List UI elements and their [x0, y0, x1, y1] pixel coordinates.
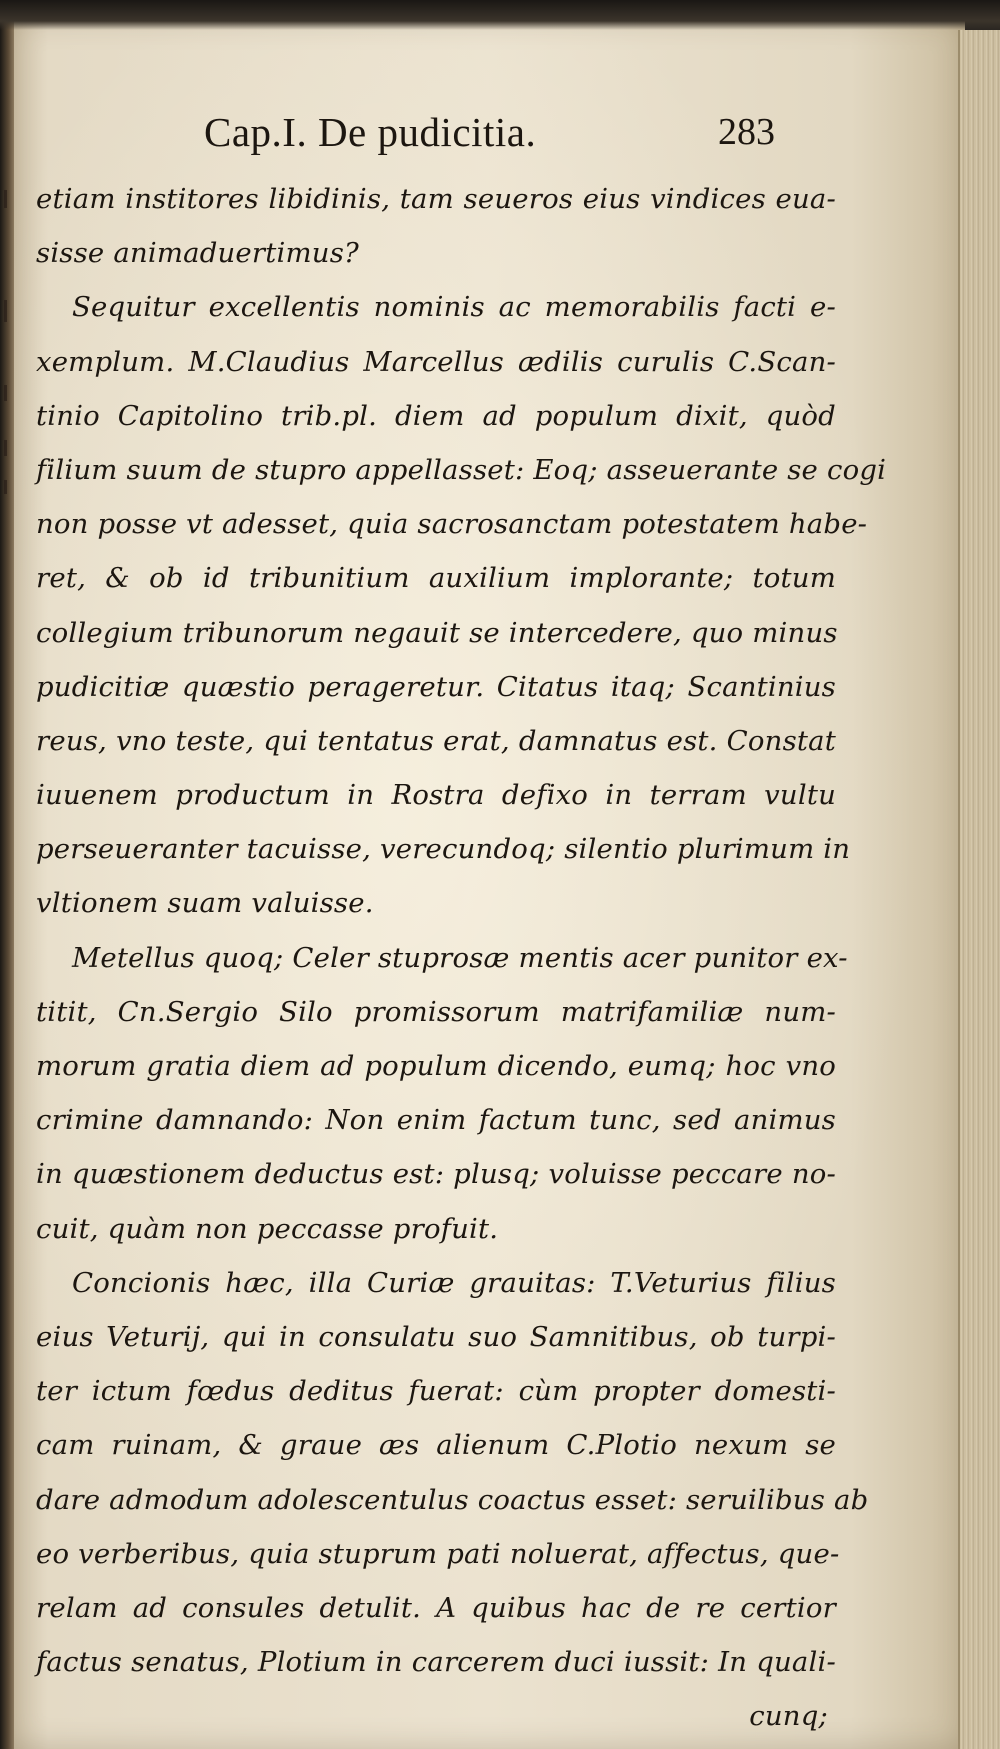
text-line: pudicitiæ quæstio perageretur. Citatus itaq; Scantinius: [36, 670, 836, 703]
text-line: relam ad consules detulit. A quibus hac de re certior: [36, 1591, 836, 1624]
text-line: cunq;: [749, 1700, 828, 1733]
text-line: ret, & ob id tribunitium auxilium implorante; totum: [36, 562, 836, 595]
text-line: non posse vt adesset, quia sacrosanctam potestatem habe-: [36, 508, 868, 541]
text-line: ter ictum fœdus deditus fuerat: cùm propter domesti-: [36, 1375, 836, 1408]
text-line: dare admodum adolescentulus coactus esset: seruilibus ab: [36, 1483, 869, 1516]
text-line: filium suum de stupro appellasset: Eoq; asseuerante se cogi: [36, 453, 887, 486]
text-line: in quæstionem deductus est: plusq; voluisse peccare no-: [36, 1158, 836, 1191]
text-line: collegium tribunorum negauit se intercedere, quo minus: [36, 616, 838, 649]
body-text: [36, 172, 887, 1743]
text-line: reus, vno teste, qui tentatus erat, damnatus est. Constat: [36, 724, 836, 757]
page-edges: [958, 30, 1000, 1749]
text-line: factus senatus, Plotium in carcerem duci iussit: In quali-: [36, 1646, 836, 1679]
text-line: etiam institores libidinis, tam seueros eius vindices eua-: [36, 183, 836, 215]
top-shadow: [0, 0, 1000, 30]
page-header: [36, 108, 836, 172]
text-line: crimine damnando: Non enim factum tunc, sed animus: [36, 1104, 836, 1137]
text-line: eo verberibus, quia stuprum pati noluerat, affectus, que-: [36, 1537, 840, 1570]
page-number: 283: [718, 111, 775, 153]
text-line: cuit, quàm non peccasse profuit.: [36, 1212, 499, 1245]
text-line: tinio Capitolino trib.pl. diem ad populum dixit, quòd: [36, 399, 836, 432]
facing-page-marks: [0, 0, 14, 1749]
text-line: eius Veturij, qui in consulatu suo Samnitibus, ob turpi-: [36, 1320, 836, 1353]
running-head: Cap.I. De pudicitia.: [204, 109, 537, 155]
text-line: perseueranter tacuisse, verecundoq; silentio plurimum in: [36, 833, 851, 866]
text-line: morum gratia diem ad populum dicendo, eumq; hoc vno: [36, 1050, 836, 1082]
text-line: vltionem suam valuisse.: [36, 887, 374, 920]
text-line: titit, Cn.Sergio Silo promissorum matrifamiliæ num-: [36, 995, 836, 1028]
text-line: Sequitur excellentis nominis ac memorabilis facti e-: [72, 291, 836, 324]
text-block: [36, 108, 887, 1743]
text-line: Concionis hæc, illa Curiæ grauitas: T.Veturius filius: [72, 1266, 836, 1299]
text-line: cam ruinam, & graue æs alienum C.Plotio nexum se: [36, 1429, 836, 1462]
text-line: Metellus quoq; Celer stuprosæ mentis acer punitor ex-: [72, 941, 848, 974]
text-line: xemplum. M.Claudius Marcellus ædilis curulis C.Scan-: [36, 345, 836, 378]
text-line: iuuenem productum in Rostra defixo in terram vultu: [36, 779, 836, 812]
text-line: sisse animaduertimus?: [36, 237, 359, 270]
